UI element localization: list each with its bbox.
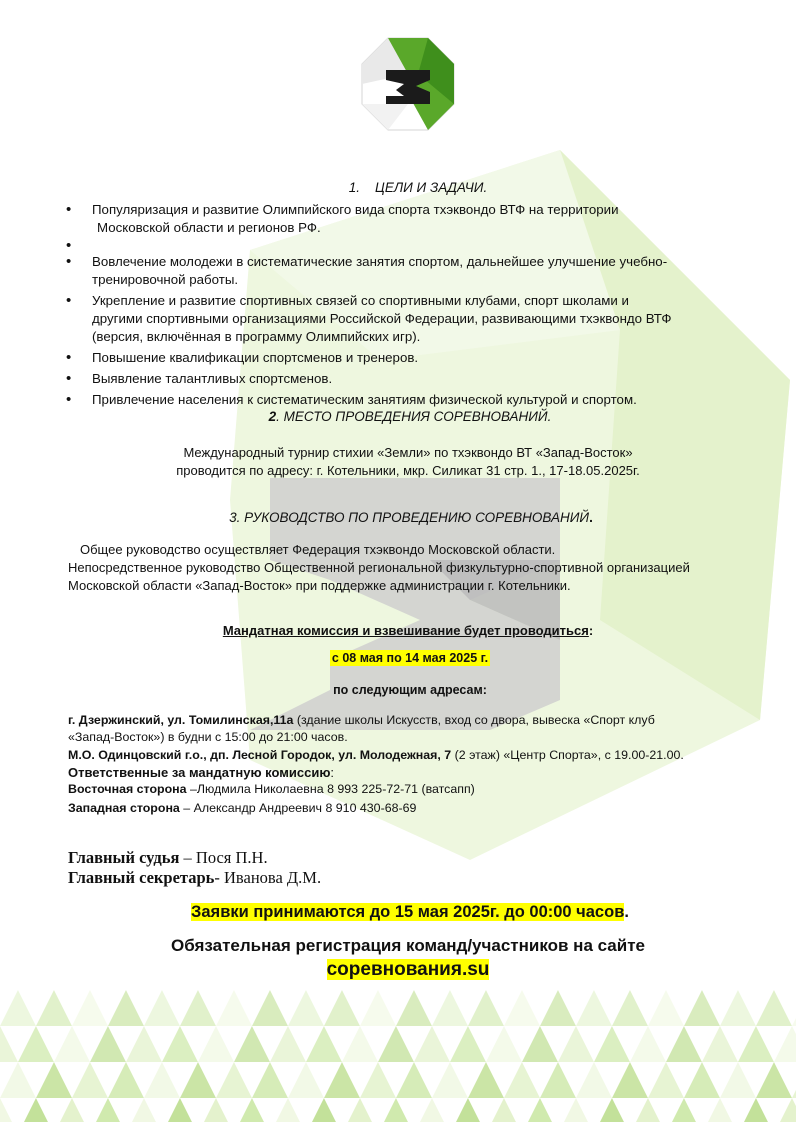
responsible-label: Ответственные за мандатную комиссию: [68, 765, 335, 780]
list-item: • Выявление талантливых спортсменов. [66, 370, 746, 388]
venue-line-1: Международный турнир стихии «Земли» по тхэквондо ВТ «Запад-Восток» [183, 445, 633, 460]
address-1: г. Дзержинский, ул. Томилинская,11а (здание школы Искусств, вход со двора, вывеска «Спорт клуб «Запад-Восток») в будни с 15:00 до 21:00 часов. [68, 713, 655, 744]
applications-deadline: Заявки принимаются до 15 мая 2025г. до 00:00 часов. [191, 903, 629, 921]
mandate-dates: с 08 мая по 14 мая 2025 г. [331, 651, 489, 665]
west-side-contact: Западная сторона – Александр Андреевич 8 910 430-68-69 [68, 801, 417, 815]
registration-site[interactable]: соревнования.su [326, 959, 490, 980]
list-item: • Привлечение населения к систематическим занятиям физической культурой и спортом. [66, 391, 746, 409]
management-line-3: Московской области «Запад-Восток» при поддержке администрации г. Котельники. [68, 578, 571, 593]
address-2: М.О. Одинцовский г.о., дп. Лесной Городок, ул. Молодежная, 7 (2 этаж) «Центр Спорта», с 19.00-21.00. [68, 748, 684, 762]
management-line-1: Общее руководство осуществляет Федерация тхэквондо Московской области. [80, 542, 556, 557]
list-item: • Вовлечение молодежи в систематические занятия спортом, дальнейшее улучшение учебно- тренировочной работы. [66, 253, 746, 289]
section2-heading: 2. МЕСТО ПРОВЕДЕНИЯ СОРЕВНОВАНИЙ. [268, 409, 552, 424]
addresses-label: по следующим адресам: [333, 683, 487, 697]
list-item: • Укрепление и развитие спортивных связей со спортивными клубами, спорт школами и другими спортивными организациями Российской Федерации, развивающими тхэквондо ВТФ (версия, включённая в программу Олимпийских игр). [66, 292, 746, 346]
venue-line-2: проводится по адресу: г. Котельники, мкр. Силикат 31 стр. 1., 17-18.05.2025г. [176, 463, 640, 478]
list-item: • Повышение квалификации спортсменов и тренеров. [66, 349, 746, 367]
mandate-title: Мандатная комиссия и взвешивание будет проводиться: [222, 623, 594, 638]
section1-heading: 1. ЦЕЛИ И ЗАДАЧИ. [348, 180, 488, 195]
list-spacer [66, 237, 746, 253]
section3-heading: 3. РУКОВОДСТВО ПО ПРОВЕДЕНИЮ СОРЕВНОВАНИЙ. [229, 510, 593, 525]
goals-list [66, 201, 746, 409]
registration-note: Обязательная регистрация команд/участников на сайте [171, 936, 645, 955]
chief-judge: Главный судья – Пося П.Н. [68, 848, 268, 867]
list-item: • Популяризация и развитие Олимпийского вида спорта тхэквондо ВТФ на территории Московской области и регионов РФ. [66, 201, 746, 237]
management-line-2: Непосредственное руководство Общественной региональной физкультурно-спортивной организацией [68, 560, 690, 575]
east-side-contact: Восточная сторона –Людмила Николаевна 8 993 225-72-71 (ватсапп) [68, 782, 475, 796]
chief-secretary: Главный секретарь- Иванова Д.М. [68, 868, 322, 887]
